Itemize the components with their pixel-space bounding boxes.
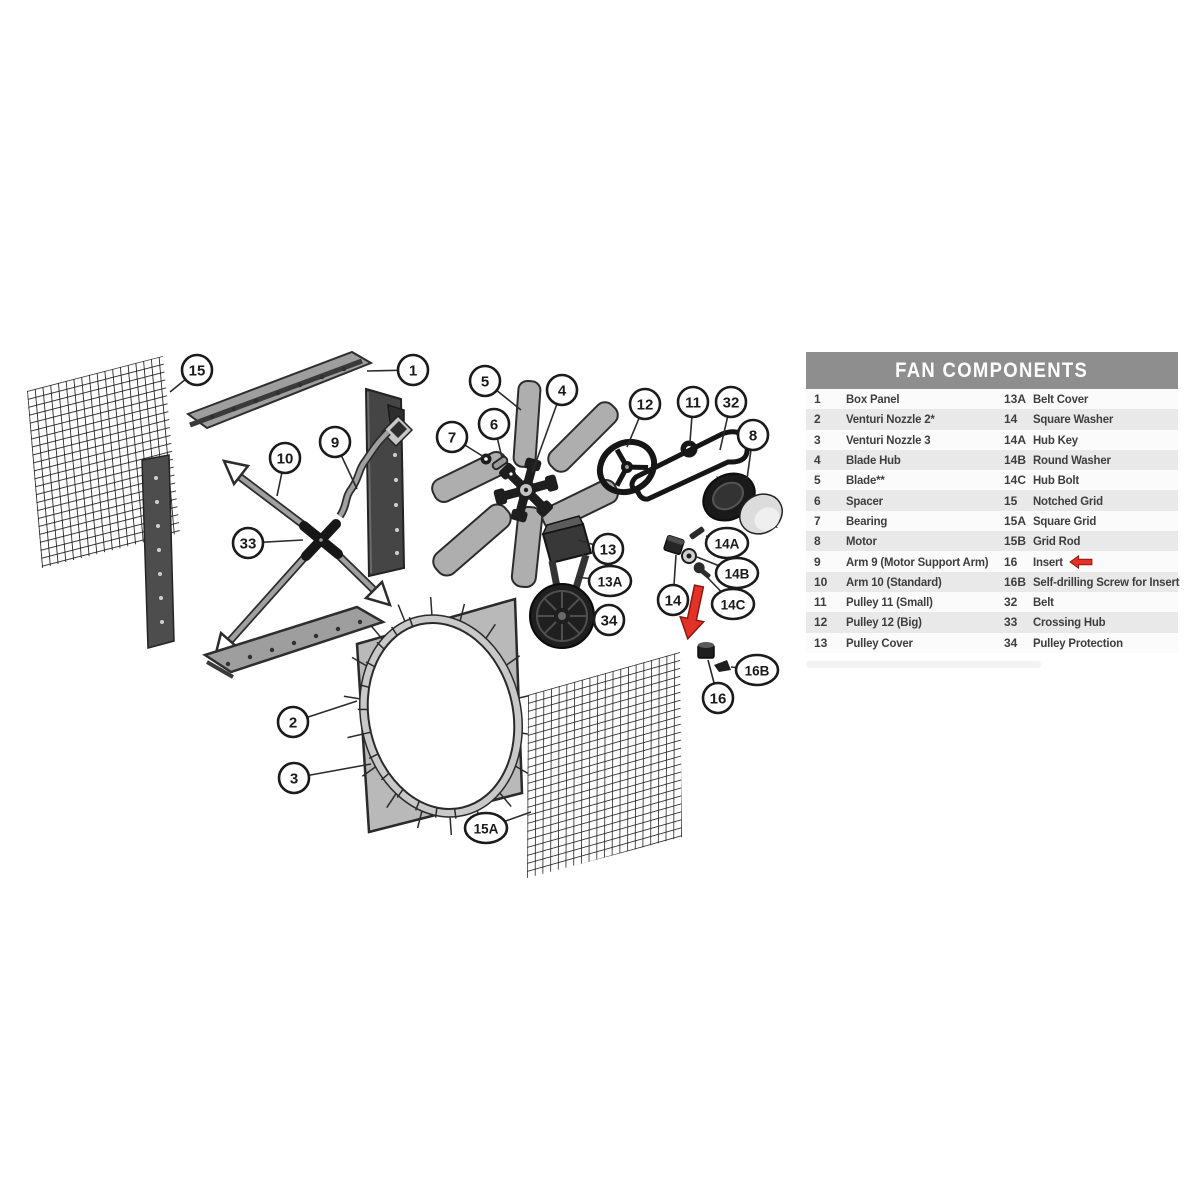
callout-label: 13: [599, 541, 617, 559]
part-name: Square Washer: [1033, 412, 1114, 427]
callout-32: [716, 387, 746, 417]
callout-13A: [589, 566, 631, 596]
table-row: [806, 633, 1178, 653]
callout-label: 10: [276, 450, 294, 468]
table-row: [806, 409, 1178, 429]
callout-label: 9: [330, 434, 340, 452]
square-grid-part: [527, 652, 682, 878]
part-number: 6: [814, 493, 821, 508]
callout-label: 14: [664, 592, 682, 610]
part-name: Spacer: [846, 493, 883, 508]
table-title: FAN COMPONENTS: [895, 358, 1089, 382]
part-number: 13: [814, 635, 828, 650]
faded-footnote: [806, 661, 1041, 668]
callout-4: [547, 375, 577, 405]
table-body: [806, 389, 1178, 653]
part-name: Bearing: [846, 513, 888, 528]
self-drilling-screw-part: [714, 660, 731, 672]
callout-label: 14A: [714, 536, 740, 552]
part-number: 16B: [1004, 574, 1027, 589]
nozzle-section-line: [347, 734, 363, 738]
callout-label: 8: [748, 427, 758, 445]
insert-part: [698, 642, 714, 658]
part-name: Self-drilling Screw for Insert: [1033, 574, 1180, 589]
square-washer-part: [664, 535, 685, 555]
callout-label: 14B: [724, 566, 750, 582]
part-name: Belt: [1033, 595, 1054, 610]
part-name: Insert: [1033, 555, 1171, 569]
callout-label: 13A: [597, 574, 623, 590]
motor-part: [694, 464, 789, 542]
callout-16B: [736, 655, 778, 685]
hub-key-part: [689, 526, 706, 540]
part-number: 14A: [1004, 432, 1027, 447]
part-number: 12: [814, 615, 828, 630]
part-name: Pulley Protection: [1033, 635, 1123, 650]
callout-10: [270, 443, 300, 473]
callout-label: 34: [600, 612, 618, 630]
part-number: 14C: [1004, 473, 1027, 488]
table-row: [806, 430, 1178, 450]
part-name: Notched Grid: [1033, 493, 1103, 508]
part-name: Hub Bolt: [1033, 473, 1079, 488]
callout-7: [437, 422, 467, 452]
callout-33: [233, 528, 263, 558]
callout-14A: [706, 528, 748, 558]
nozzle-section-line: [344, 696, 360, 699]
part-name: Venturi Nozzle 3: [846, 432, 931, 447]
part-number: 2: [814, 412, 821, 427]
part-number: 11: [814, 595, 827, 610]
part-name: Blade Hub: [846, 453, 901, 468]
insert-highlight-arrow: [1070, 555, 1094, 569]
callout-label: 16: [709, 690, 727, 708]
nozzle-section-line: [398, 605, 405, 622]
callout-label: 5: [480, 373, 490, 391]
callout-6: [479, 409, 509, 439]
part-number: 16: [1004, 554, 1018, 569]
callout-2: [278, 707, 308, 737]
callout-14: [658, 585, 688, 615]
part-name: Box Panel: [846, 392, 900, 407]
part-name: Motor: [846, 534, 877, 549]
callout-15A: [465, 813, 507, 843]
part-number: 15: [1004, 493, 1018, 508]
part-name: Arm 10 (Standard): [846, 574, 942, 589]
nozzle-section-line: [450, 817, 451, 835]
callout-label: 33: [239, 535, 257, 553]
callout-5: [470, 366, 500, 396]
part-number: 15A: [1004, 513, 1027, 528]
table-row: [806, 551, 1178, 571]
table-row: [806, 511, 1178, 531]
callout-9: [320, 427, 350, 457]
table-row: [806, 612, 1178, 632]
round-washer-part: [682, 549, 696, 563]
callout-label: 1: [408, 362, 418, 380]
callout-8: [738, 420, 768, 450]
part-name: Pulley 11 (Small): [846, 595, 933, 610]
nozzle-section-line: [431, 597, 432, 615]
crossing-hub-part: [304, 524, 338, 556]
nozzle-section-line: [371, 626, 382, 639]
part-name: Grid Rod: [1033, 534, 1081, 549]
part-number: 7: [814, 513, 821, 528]
table-row: [806, 389, 1178, 409]
part-number: 33: [1004, 615, 1018, 630]
callout-14C: [712, 589, 754, 619]
table-row: [806, 572, 1178, 592]
part-number: 4: [814, 453, 821, 468]
part-number: 15B: [1004, 534, 1027, 549]
table-row: [806, 450, 1178, 470]
callout-label: 11: [685, 394, 701, 412]
part-number: 9: [814, 554, 821, 569]
part-number: 1: [814, 392, 821, 407]
insert-highlight-arrow-icon: [1070, 555, 1094, 569]
callout-label: 32: [722, 394, 740, 412]
part-number: 8: [814, 534, 821, 549]
part-name: Square Grid: [1033, 513, 1097, 528]
callout-13: [593, 534, 623, 564]
part-number: 3: [814, 432, 821, 447]
part-number: 13A: [1004, 392, 1027, 407]
callout-label: 12: [636, 396, 654, 414]
part-name: Pulley Cover: [846, 635, 913, 650]
callout-12: [630, 389, 660, 419]
table-row: [806, 470, 1178, 490]
part-name: Hub Key: [1033, 432, 1078, 447]
hub-bolt-part: [691, 560, 713, 581]
part-number: 14B: [1004, 453, 1027, 468]
box-panel-top-part: [188, 352, 371, 428]
part-number: 5: [814, 473, 821, 488]
callout-label: 3: [289, 770, 299, 788]
part-name: Crossing Hub: [1033, 615, 1106, 630]
grid-rod-part: [142, 455, 174, 648]
callout-label: 15A: [473, 821, 499, 837]
part-number: 10: [814, 574, 828, 589]
callout-14B: [716, 558, 758, 588]
callout-label: 7: [447, 429, 457, 447]
part-name: Belt Cover: [1033, 392, 1089, 407]
venturi-nozzle-part: [340, 597, 542, 835]
callout-label: 14C: [720, 597, 746, 613]
part-name: Pulley 12 (Big): [846, 615, 922, 630]
part-name: Round Washer: [1033, 453, 1111, 468]
callout-34: [594, 605, 624, 635]
table-row: [806, 490, 1178, 510]
table-row: [806, 531, 1178, 551]
callout-11: [678, 387, 708, 417]
box-panel-side-part: [366, 389, 412, 576]
pulley-protection-part: [530, 584, 594, 648]
callout-label: 4: [557, 382, 567, 400]
callout-label: 15: [188, 362, 206, 380]
callout-15: [182, 355, 212, 385]
part-number: 34: [1004, 635, 1018, 650]
table-row: [806, 592, 1178, 612]
callout-label: 6: [489, 416, 499, 434]
callout-1: [398, 355, 428, 385]
part-number: 32: [1004, 595, 1018, 610]
part-name: Blade**: [846, 473, 885, 488]
part-name: Venturi Nozzle 2*: [846, 412, 935, 427]
fan-components-table: [806, 352, 1178, 653]
table-header: [806, 352, 1178, 389]
callout-label: 2: [288, 714, 298, 732]
callout-label: 16B: [744, 663, 770, 679]
part-name: Arm 9 (Motor Support Arm): [846, 554, 989, 569]
callout-16: [703, 683, 733, 713]
callout-3: [279, 763, 309, 793]
part-number: 14: [1004, 412, 1018, 427]
